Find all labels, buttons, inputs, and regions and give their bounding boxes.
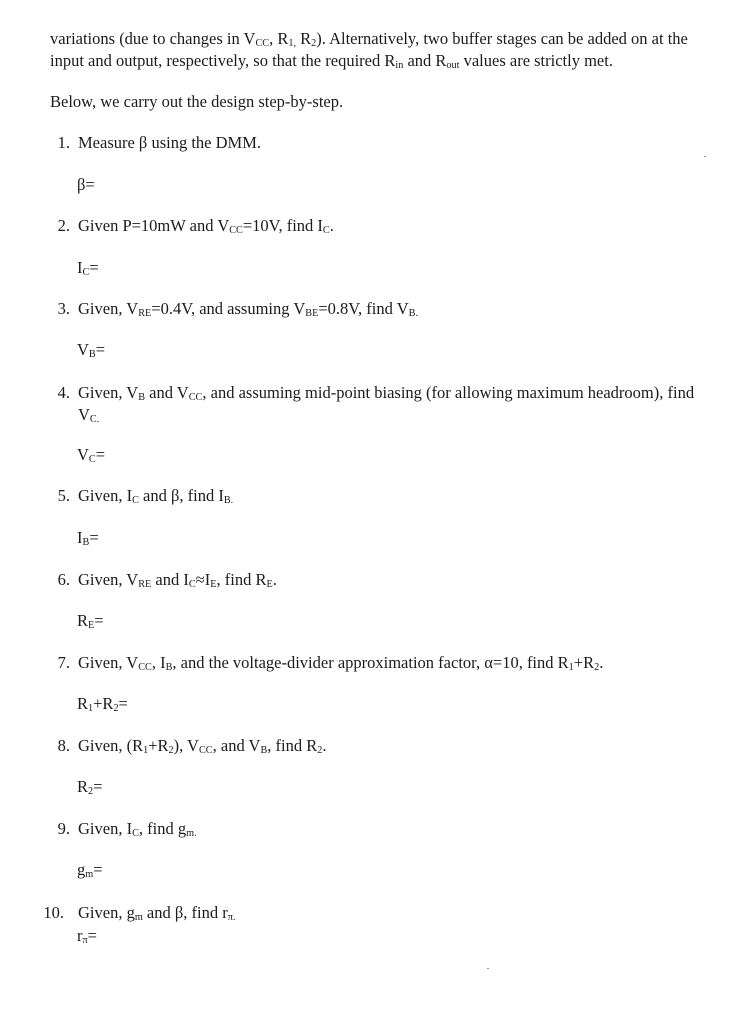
answer-r1-plus-r2: $R_1+R_2=$ — [77, 694, 128, 715]
answer-ib: $I_B=$ — [77, 528, 99, 549]
answer-beta: β= — [77, 175, 95, 194]
scan-speck — [487, 968, 489, 969]
answer-vb: $V_B=$ — [77, 340, 106, 361]
intro-line-1: variations (due to changes in $V_{CC}$, $R_{1,}$ $R_2$). Alternatively, two buffer stages can be added on at the — [50, 29, 688, 50]
answer-gm: $g_m=$ — [77, 860, 103, 881]
answer-r-pi: $r_\pi=$ — [77, 926, 97, 947]
lead-sentence: Below, we carry out the design step-by-step. — [50, 92, 344, 111]
intro-paragraph — [50, 28, 730, 72]
intro-line-2: input and output, respectively, so that the required $R_{in}$ and $R_{out}$ values are strictly met. — [50, 51, 613, 72]
answer-vc: $V_C=$ — [77, 445, 106, 466]
answer-r2: $R_2=$ — [77, 777, 103, 798]
scan-speck — [704, 156, 706, 157]
document-page: variations (due to changes in $V_{CC}$, $R_{1,}$ $R_2$). Alternatively, two buffer stages can be added on at the input and output, respectively, so that the required $R_{in}$ and $R_{out}$ values are strictly met. Below, we carry out the design step-by-step. 1. Measure β using the DMM. β= 2. Given P=10mW and $V_{CC}=10V$, find $I_C$. $I_C=$ 3. Given, $V_{RE}=0.4V$, and assuming $V_{BE}=0.8V$, find $V_{B.}$ $V_B=$ 4. Given, $V_B$ and $V_{CC}$, and assuming mid-point biasing (for allowing maximum headroom), find $V_{C.}$ $V_C=$ 5. Given, $I_C$ and β, find $I_{B.}$ $I_B=$ 6. Given, $V_{RE}$ and $I_C\approx I_E$, find $R_E$. $R_E=$ 7. Given, $V_{CC}$, $I_B$, and the voltage-divider approximation factor, α=10, find $R_1+R_2$. $R_1+R_2=$ 8. Given, $(R_1+R_2)$, $V_{CC}$, and $V_B$, find $R_2$. $R_2=$ 9. Given, $I_C$, find $g_{m.}$ $g_m=$ 10. Given, $g_m$ and β, find $r_{\pi.}$ $r_\pi=$ — [0, 0, 756, 1009]
answer-re: $R_E=$ — [77, 611, 104, 632]
answer-ic: $I_C=$ — [77, 258, 99, 279]
